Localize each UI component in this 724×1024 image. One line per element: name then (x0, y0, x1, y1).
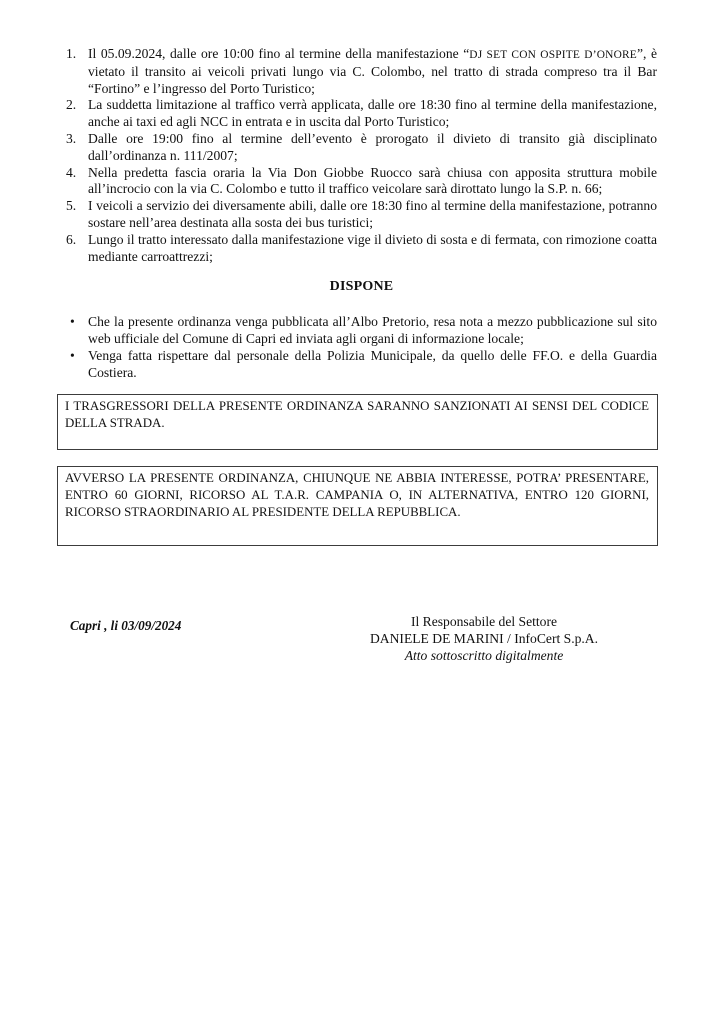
ordinance-item-2 (66, 97, 657, 131)
ordinance-item-3 (66, 131, 657, 165)
bullet-text: Che la presente ordinanza venga pubblicata all’Albo Pretorio, resa nota a mezzo pubblicazione sul sito web ufficiale del Comune di Capri ed inviata agli organi di informazione locale; (88, 314, 657, 347)
ordinance-item-5 (66, 198, 657, 232)
item-number: 6. (66, 231, 77, 247)
document-footer (66, 613, 657, 673)
appeal-notice-box: AVVERSO LA PRESENTE ORDINANZA, CHIUNQUE NE ABBIA INTERESSE, POTRA’ PRESENTARE, ENTRO 60 GIORNI, RICORSO AL T.A.R. CAMPANIA O, IN ALTERNATIVA, ENTRO 120 GIORNI, RICORSO STRAORDINARIO AL PRESIDENTE DELLA REPUBBLICA. (57, 466, 658, 546)
ordinance-item-4 (66, 165, 657, 199)
item-text: Nella predetta fascia oraria la Via Don Giobbe Ruocco sarà chiusa con apposita struttura mobile all’incrocio con la via C. Colombo e tutto il traffico veicolare sarà dirottato lungo la S.P. n. 66; (88, 164, 657, 197)
bullet-marker: • (70, 314, 75, 330)
dispone-bullet-list (66, 314, 657, 381)
sanction-warning-box: I TRASGRESSORI DELLA PRESENTE ORDINANZA SARANNO SANZIONATI AI SENSI DEL CODICE DELLA STRADA. (57, 394, 658, 450)
bullet-item-enforcement (66, 348, 657, 382)
bullet-marker: • (70, 347, 75, 363)
signature-name: DANIELE DE MARINI / InfoCert S.p.A. (369, 630, 599, 646)
item-1-suffix: ”, è vietato il transito ai veicoli privati lungo via C. Colombo, nel tratto di strada compreso tra il Bar “Fortino” e l’ingresso del Porto Turistico; (88, 46, 657, 96)
item-number: 5. (66, 198, 77, 214)
item-1-prefix: Il 05.09.2024, dalle ore 10:00 fino al termine della manifestazione “ (88, 46, 470, 61)
item-number: 4. (66, 164, 77, 180)
bullet-text: Venga fatta rispettare dal personale della Polizia Municipale, da quello delle FF.O. e della Guardia Costiera. (88, 347, 657, 380)
item-text: Lungo il tratto interessato dalla manifestazione vige il divieto di sosta e di fermata, con rimozione coatta mediante carroattrezzi; (88, 231, 657, 264)
bullet-item-publication (66, 314, 657, 348)
place-date: Capri , li 03/09/2024 (70, 617, 182, 633)
item-text: Dalle ore 19:00 fino al termine dell’evento è prorogato il divieto di transito già disciplinato dall’ordinanza n. 111/2007; (88, 130, 657, 163)
item-number: 2. (66, 97, 77, 113)
ordinance-item-1 (66, 46, 657, 97)
signature-role: Il Responsabile del Settore (410, 613, 558, 629)
dispone-heading: DISPONE (329, 279, 394, 295)
item-text: I veicoli a servizio dei diversamente abili, dalle ore 18:30 fino al termine della manifestazione, potranno sostare nell’area destinata alla sosta dei bus turistici; (88, 198, 657, 230)
ordinance-item-6 (66, 232, 657, 266)
event-name: DJ SET CON OSPITE D’ONORE (469, 49, 637, 61)
ordinance-numbered-list (66, 46, 657, 265)
signature-digital-note: Atto sottoscritto digitalmente (404, 647, 564, 663)
item-number: 1. (66, 46, 77, 61)
signature-block (319, 613, 649, 664)
item-text (88, 46, 657, 97)
item-text: La suddetta limitazione al traffico verrà applicata, dalle ore 18:30 fino al termine della manifestazione, anche ai taxi ed agli NCC in entrata e in uscita dal Porto Turistico; (88, 97, 657, 130)
item-number: 3. (66, 130, 77, 146)
